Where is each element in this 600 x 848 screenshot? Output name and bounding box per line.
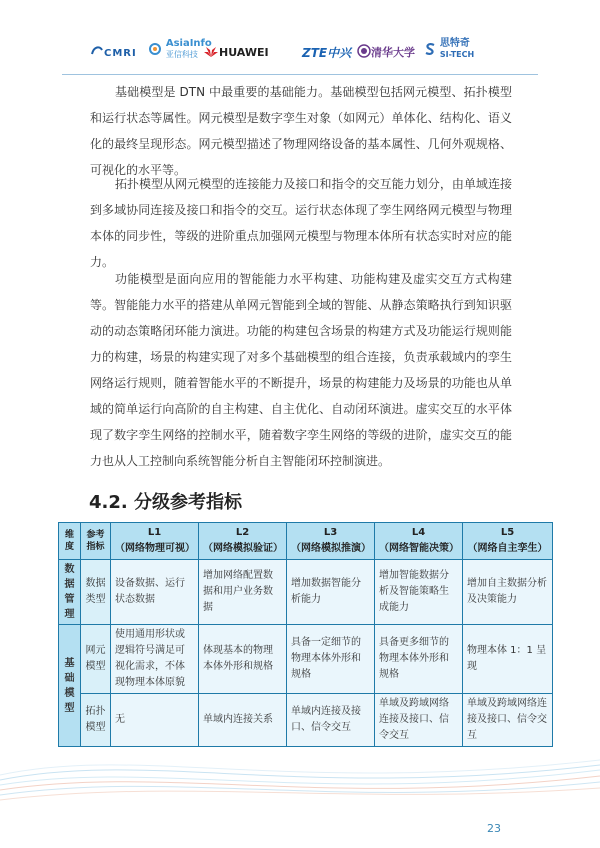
table-cell: 无 (111, 694, 199, 747)
level-name: （网络模拟推演） (291, 543, 371, 554)
table-cell: 具备更多细节的物理本体外形和规格 (375, 625, 463, 694)
table-header-row (59, 523, 553, 560)
table-cell: 具备一定细节的物理本体外形和规格 (287, 625, 375, 694)
section-heading: 4.2. 分级参考指标 (89, 492, 242, 513)
table-cell: 物理本体 1：1 呈现 (463, 625, 553, 694)
zte-logo-text: ZTE中兴 (302, 46, 352, 60)
paragraph-topology-model (90, 171, 512, 275)
header-divider (62, 74, 538, 75)
level-name: （网络物理可视） (115, 543, 195, 554)
decorative-wave-lines (0, 740, 600, 810)
table-cell: 单域内连接及接口、信令交互 (287, 694, 375, 747)
category-basic-model: 基础模型 (59, 625, 81, 747)
asiainfo-logo-icon (148, 42, 162, 56)
level-code: L3 (323, 527, 338, 538)
table-cell: 增加自主数据分析及决策能力 (463, 560, 553, 625)
level-name: （网络模拟验证） (203, 543, 283, 554)
table-cell: 使用通用形状或逻辑符号满足可视化需求，不体现物理本体原貌 (111, 625, 199, 694)
header-level-l4 (375, 523, 463, 560)
huawei-logo (203, 44, 269, 59)
si-tech-logo (424, 38, 474, 60)
reference-indicator-table (58, 522, 553, 747)
asiainfo-logo-subtext: 亚信科技 (165, 50, 198, 59)
table-cell: 单域及跨域网络连接及接口、信令交互 (375, 694, 463, 747)
paragraph-basic-model (90, 79, 512, 183)
zte-logo (302, 44, 351, 61)
partner-logo-bar (0, 38, 600, 68)
table-cell: 增加数据智能分析能力 (287, 560, 375, 625)
table-cell: 单域及跨域网络连接及接口、信令交互 (463, 694, 553, 747)
paragraph-text: 基础模型是 DTN 中最重要的基础能力。基础模型包括网元模型、拓扑模型和运行状态等属性。网元模型是数字孪生对象（如网元）单体化、结构化、语义化的最终呈现形态。网元模型描述了物理网络设备的基本属性、几何外观规格、可视化的水平等。 (90, 85, 512, 177)
level-name: （网络智能决策） (379, 543, 459, 554)
table-cell: 体现基本的物理本体外形和规格 (199, 625, 287, 694)
table-cell: 设备数据、运行状态数据 (111, 560, 199, 625)
category-data-management: 数据管理 (59, 560, 81, 625)
paragraph-function-model (90, 266, 512, 474)
header-indicator: 参考指标 (81, 523, 111, 560)
table-cell: 增加网络配置数据和用户业务数据 (199, 560, 287, 625)
indicator-data-type: 数据类型 (81, 560, 111, 625)
page-number: 23 (487, 822, 501, 835)
paragraph-text: 功能模型是面向应用的智能能力水平构建、功能构建及虚实交互方式构建等。智能能力水平的搭建从单网元智能到全域的智能、从静态策略执行到知识驱动的动态策略闭环能力演进。功能的构建包含场景的构建方式及功能运行规则能力的构建，场景的构建实现了对多个基础模型的组合连接，负责承载域内的孪生网络运行规则，随着智能水平的不断提升，场景的构建能力及场景的功能也从单域的简单运行向高阶的自主构建、自主优化、自动闭环演进。虚实交互的水平体现了数字孪生网络的控制水平，随着数字孪生网络的等级的进阶，虚实交互的能力也从人工控制向系统智能分析自主智能闭环控制演进。 (90, 272, 512, 468)
header-level-l1 (111, 523, 199, 560)
table-cell: 增加智能数据分析及智能策略生成能力 (375, 560, 463, 625)
cmri-logo-text: CMRI (104, 48, 137, 59)
si-tech-logo-subtext: SI-TECH (439, 50, 475, 59)
table-row-data-type (59, 560, 553, 625)
cmri-logo (90, 44, 137, 59)
si-tech-logo-text: 思特奇 (439, 38, 470, 49)
level-code: L1 (147, 527, 162, 538)
level-code: L2 (235, 527, 250, 538)
indicator-topology-model: 拓扑模型 (81, 694, 111, 747)
level-name: （网络自主孪生） (467, 543, 548, 554)
header-level-l2 (199, 523, 287, 560)
tsinghua-logo (357, 44, 415, 60)
header-level-l5 (463, 523, 553, 560)
indicator-ne-model: 网元模型 (81, 625, 111, 694)
level-code: L4 (411, 527, 426, 538)
si-tech-logo-icon (424, 42, 436, 56)
huawei-flower-icon (203, 44, 219, 58)
asiainfo-logo-text: AsiaInfo (165, 38, 212, 49)
level-code: L5 (500, 527, 515, 538)
tsinghua-logo-text: 清华大学 (371, 46, 415, 59)
header-level-l3 (287, 523, 375, 560)
cmri-logo-icon (90, 44, 104, 58)
table-row-topology-model (59, 694, 553, 747)
table-cell: 单域内连接关系 (199, 694, 287, 747)
huawei-logo-text: HUAWEI (219, 46, 269, 59)
tsinghua-seal-icon (357, 44, 371, 58)
paragraph-text: 拓扑模型从网元模型的连接能力及接口和指令的交互能力划分，由单域连接到多域协同连接及接口和指令的交互。运行状态体现了孪生网络网元模型与物理本体的同步性，等级的进阶重点加强网元模型与物理本体所有状态实时对应的能力。 (90, 177, 512, 269)
header-dimension: 维度 (59, 523, 81, 560)
table-row-ne-model (59, 625, 553, 694)
